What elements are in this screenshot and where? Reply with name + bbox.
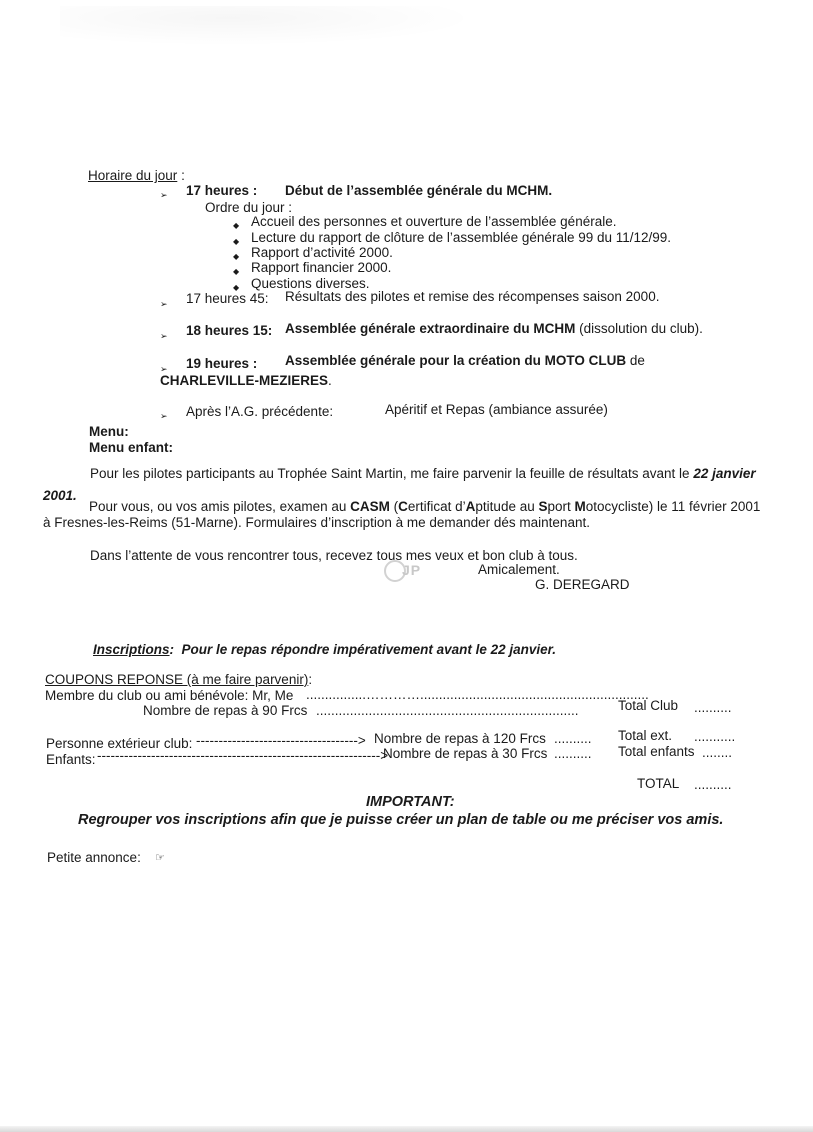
paragraph-trophy: Pour les pilotes participants au Trophée Saint Martin, me faire parvenir la feuille de résultats avant le 22 janvier xyxy=(90,466,756,481)
schedule-item3-time: 18 heures 15: xyxy=(186,323,273,338)
schedule-item4-title: Assemblée générale pour la création du MOTO CLUB de xyxy=(285,353,645,368)
total-field[interactable]: .......... xyxy=(694,777,732,792)
signature: G. DEREGARD xyxy=(535,577,630,592)
agenda-item: Rapport d’activité 2000. xyxy=(251,245,393,260)
total-club-field[interactable]: .......... xyxy=(694,700,732,715)
schedule-item2-time: 17 heures 45: xyxy=(186,291,269,306)
schedule-item5-label: Après l’A.G. précédente: xyxy=(186,404,334,419)
pointing-hand-icon: ☞ xyxy=(155,852,165,864)
scan-shadow xyxy=(60,6,480,46)
diamond-bullet-icon: ◆ xyxy=(233,267,240,276)
schedule-heading: Horaire du jour : xyxy=(88,168,185,183)
paragraph-casm-line2: à Fresnes-les-Reims (51-Marne). Formulaires d’inscription à me demander dés maintenant. xyxy=(43,515,590,530)
paragraph-trophy-date-end: 2001. xyxy=(43,488,77,503)
meals-90-label: Nombre de repas à 90 Frcs xyxy=(143,703,308,718)
children-dashes: ---------------------------------------------------------------> xyxy=(97,748,389,763)
meals-120-field[interactable]: .......... xyxy=(554,731,592,746)
important-text: Regrouper vos inscriptions afin que je puisse créer un plan de table ou me préciser vos amis. xyxy=(78,812,724,828)
meals-30-label: Nombre de repas à 30 Frcs xyxy=(383,746,548,761)
schedule-item3-title: Assemblée générale extraordinaire du MCHM (dissolution du club). xyxy=(285,321,703,336)
total-ext-field[interactable]: ........... xyxy=(694,729,736,744)
total-ext-label: Total ext. xyxy=(618,728,673,743)
paragraph-casm: Pour vous, ou vos amis pilotes, examen au CASM (Certificat d’Aptitude au Sport Motocycliste) le 11 février 2001 xyxy=(89,499,761,514)
total-children-label: Total enfants xyxy=(618,744,695,759)
member-label: Membre du club ou ami bénévole: Mr, Me xyxy=(45,688,294,703)
exterior-label: Personne extérieur club: xyxy=(46,736,193,751)
schedule-item4-title-line2: CHARLEVILLE-MEZIERES. xyxy=(160,373,332,388)
schedule-item2-text: Résultats des pilotes et remise des récompenses saison 2000. xyxy=(285,289,660,304)
coupon-heading: COUPONS REPONSE (à me faire parvenir): xyxy=(45,672,313,687)
children-label: Enfants: xyxy=(46,752,96,767)
agenda-item: Rapport financier 2000. xyxy=(251,260,392,275)
diamond-bullet-icon: ◆ xyxy=(233,237,240,246)
important-title: IMPORTANT: xyxy=(366,794,455,810)
arrowhead-bullet-icon: ➢ xyxy=(160,364,168,374)
schedule-item1-time: 17 heures : xyxy=(186,183,258,198)
agenda-item: Questions diverses. xyxy=(251,276,370,291)
greeting: Amicalement. xyxy=(478,562,560,577)
jp-watermark-logo xyxy=(382,558,432,584)
member-name-field[interactable]: ................…………............................................................. xyxy=(306,687,649,702)
exterior-dashes: ------------------------------------> xyxy=(196,733,366,748)
meals-90-field[interactable]: ...................................................................... xyxy=(316,703,579,718)
scan-bottom-edge xyxy=(0,1126,813,1132)
closing-paragraph: Dans l’attente de vous rencontrer tous, recevez tous mes veux et bon club à tous. xyxy=(90,548,578,563)
agenda-item: Accueil des personnes et ouverture de l’assemblée générale. xyxy=(251,214,617,229)
inscriptions-line: Inscriptions: Pour le repas répondre impérativement avant le 22 janvier. xyxy=(93,642,556,657)
diamond-bullet-icon: ◆ xyxy=(233,221,240,230)
arrowhead-bullet-icon: ➢ xyxy=(160,411,168,421)
menu-label: Menu: xyxy=(89,424,129,439)
arrowhead-bullet-icon: ➢ xyxy=(160,299,168,309)
diamond-bullet-icon: ◆ xyxy=(233,283,240,292)
agenda-label: Ordre du jour : xyxy=(205,200,293,215)
schedule-item1-title: Début de l’assemblée générale du MCHM. xyxy=(285,183,553,198)
total-label: TOTAL xyxy=(637,776,680,791)
meals-120-label: Nombre de repas à 120 Frcs xyxy=(374,731,546,746)
schedule-item5-text: Apéritif et Repas (ambiance assurée) xyxy=(385,402,608,417)
arrowhead-bullet-icon: ➢ xyxy=(160,190,168,200)
agenda-item: Lecture du rapport de clôture de l’assemblée générale 99 du 11/12/99. xyxy=(251,230,672,245)
arrowhead-bullet-icon: ➢ xyxy=(160,331,168,341)
diamond-bullet-icon: ◆ xyxy=(233,252,240,261)
schedule-item4-time: 19 heures : xyxy=(186,356,258,371)
total-club-label: Total Club xyxy=(618,698,679,713)
menu-child-label: Menu enfant: xyxy=(89,440,173,455)
meals-30-field[interactable]: .......... xyxy=(554,746,592,761)
watermark-text: JP xyxy=(402,562,422,578)
total-children-field[interactable]: ........ xyxy=(702,745,733,760)
petite-annonce-label: Petite annonce: xyxy=(47,850,141,865)
